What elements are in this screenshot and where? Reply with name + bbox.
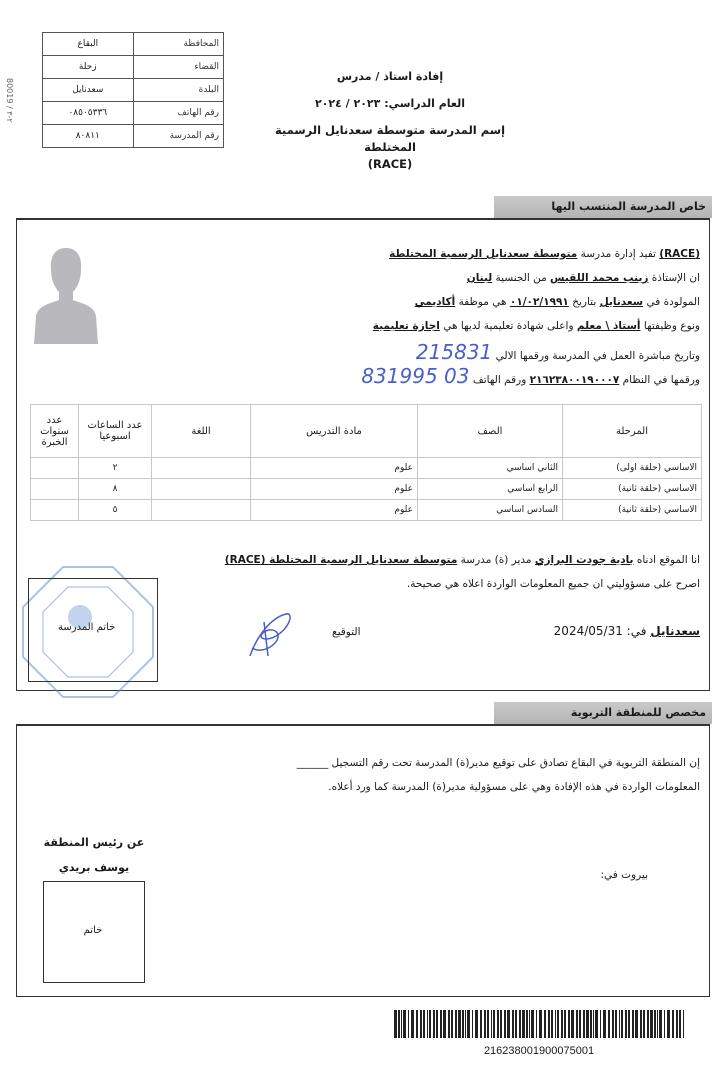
barcode-bar: [586, 1010, 589, 1038]
nationality: لبنان: [466, 272, 493, 284]
barcode-bar: [676, 1010, 678, 1038]
barcode-bar: [555, 1010, 556, 1038]
barcode-bar: [659, 1010, 662, 1038]
employment-status: أكاديمي: [414, 296, 456, 308]
table-row: [31, 479, 702, 500]
cell-experience: [31, 500, 79, 521]
barcode-bar: [628, 1010, 630, 1038]
degree: اجازة تعليمية: [372, 320, 440, 332]
job-type: أستاذ \ معلم: [576, 320, 641, 332]
barcode-bar: [612, 1010, 614, 1038]
barcode-bar: [487, 1010, 489, 1038]
info-label: البلدة: [133, 79, 223, 102]
barcode-bar: [467, 1010, 470, 1038]
region-section-title: مخصص للمنطقة التربوية: [494, 702, 712, 724]
barcode-bar: [603, 1010, 606, 1038]
info-value: زحلة: [43, 56, 134, 79]
barcode-number: 216238001900075001: [483, 1045, 595, 1057]
cell-grade: السادس اساسي: [418, 500, 563, 521]
barcode-bar: [455, 1010, 457, 1038]
barcode-bar: [621, 1010, 623, 1038]
info-row: [43, 33, 224, 56]
barcode-bar: [625, 1010, 627, 1038]
barcode-bar: [443, 1010, 446, 1038]
barcode-bar: [526, 1010, 528, 1038]
barcode-bar: [472, 1010, 473, 1038]
barcode-bar: [647, 1010, 649, 1038]
barcode-bar: [480, 1010, 482, 1038]
col-header: الصف: [418, 405, 563, 458]
barcode-bar: [491, 1010, 492, 1038]
declaration-school: متوسطة سعدنايل الرسمية المختلطة (RACE): [224, 554, 458, 566]
barcode-bar: [507, 1010, 510, 1038]
cell-grade: الثاني اساسي: [418, 458, 563, 479]
info-value: ٠٨٥٠٥٣٣٦: [43, 102, 134, 125]
info-row: [43, 125, 224, 148]
region-place-label: بيروت في:: [600, 869, 648, 881]
barcode-bar: [595, 1010, 598, 1038]
col-header: عدد سنوات الخبرة: [31, 405, 79, 458]
cell-language: [152, 479, 251, 500]
barcode-bar: [557, 1010, 559, 1038]
barcode-bar: [484, 1010, 486, 1038]
info-row: [43, 56, 224, 79]
barcode-bar: [576, 1010, 578, 1038]
info-value: ٨٠٨١١: [43, 125, 134, 148]
barcode-bar: [529, 1010, 530, 1038]
cell-subject: علوم: [251, 500, 418, 521]
barcode-bar: [551, 1010, 553, 1038]
barcode-bar: [420, 1010, 422, 1038]
barcode-bar: [657, 1010, 658, 1038]
barcode-bar: [683, 1010, 684, 1038]
cell-hours: ٥: [79, 500, 152, 521]
barcode-bar: [536, 1010, 537, 1038]
barcode-bar: [561, 1010, 563, 1038]
barcode-bar: [440, 1010, 442, 1038]
barcode-bar: [531, 1010, 534, 1038]
barcode-bar: [512, 1010, 514, 1038]
barcode-bar: [433, 1010, 435, 1038]
barcode-bar: [679, 1010, 681, 1038]
barcode-bar: [522, 1010, 525, 1038]
barcode-bar: [448, 1010, 450, 1038]
handwritten-number: 215831: [415, 340, 493, 364]
barcode-bar: [493, 1010, 495, 1038]
school-name: إسم المدرسة متوسطة سعدنايل الرسمية المختلطة: [274, 123, 506, 154]
barcode-bar: [590, 1010, 592, 1038]
barcode-bar: [401, 1010, 402, 1038]
cell-experience: [31, 479, 79, 500]
table-row: [31, 500, 702, 521]
document-header: [260, 66, 520, 173]
table-header-row: [31, 405, 702, 458]
col-header: اللغة: [152, 405, 251, 458]
barcode-bar: [583, 1010, 585, 1038]
barcode-bar: [429, 1010, 431, 1038]
barcode-bar: [411, 1010, 414, 1038]
cell-grade: الرابع اساسي: [418, 479, 563, 500]
col-header: مادة التدريس: [251, 405, 418, 458]
birth-line: المولودة في سعدنايل بتاريخ ٠١/٠٢/١٩٩١ هي موظفة أكاديمي: [414, 296, 700, 308]
barcode-bar: [667, 1010, 670, 1038]
birthdate: ٠١/٠٢/١٩٩١: [509, 296, 569, 308]
barcode-bar: [497, 1010, 499, 1038]
info-label: رقم الهاتف: [133, 102, 223, 125]
barcode-bar: [416, 1010, 418, 1038]
col-header: المرحلة: [563, 405, 702, 458]
col-header: عدد الساعات اسبوعيا: [79, 405, 152, 458]
region-responsibility-line: المعلومات الواردة في هذه الإفادة وهي على مسؤولية مدير(ة) المدرسة كما ورد أعلاه.: [328, 781, 700, 793]
barcode-bar: [515, 1010, 517, 1038]
barcode-bar: [643, 1010, 645, 1038]
barcode-bar: [568, 1010, 570, 1038]
barcode-bar: [615, 1010, 617, 1038]
date: 2024/05/31: [553, 624, 623, 638]
barcode-bar: [579, 1010, 581, 1038]
barcode-bar: [465, 1010, 466, 1038]
region-head-name: يوسف بريدي: [58, 861, 130, 874]
barcode-bar: [640, 1010, 642, 1038]
info-row: [43, 79, 224, 102]
barcode-bar: [544, 1010, 546, 1038]
barcode-bar: [423, 1010, 425, 1038]
place: سعدنايل: [650, 624, 700, 638]
system-number-line: ورقمها في النظام ٢١٦٢٣٨٠٠١٩٠٠٠٧ ورقم الهاتف 03 831995: [361, 364, 700, 388]
document-title: إفادة استاذ / مدرس: [336, 70, 444, 83]
barcode-bar: [451, 1010, 453, 1038]
school-section-title: خاص المدرسة المنتسب اليها: [494, 196, 712, 218]
barcode-bar: [654, 1010, 656, 1038]
barcode-bar: [564, 1010, 566, 1038]
table-row: [31, 458, 702, 479]
cell-language: [152, 500, 251, 521]
barcode-bar: [408, 1010, 409, 1038]
cell-experience: [31, 458, 79, 479]
place-date-line: سعدنايل في: 2024/05/31: [553, 624, 700, 638]
region-certification-line: إن المنطقة التربوية في البقاع تصادق على توقيع مدير(ة) المدرسة تحت رقم التسجيل ______: [296, 757, 700, 769]
info-value: البقاع: [43, 33, 134, 56]
barcode-bar: [394, 1010, 397, 1038]
barcode-bar: [571, 1010, 574, 1038]
barcode-bar: [548, 1010, 550, 1038]
region-head-label: عن رئيس المنطقة: [43, 836, 145, 849]
barcode-bar: [504, 1010, 506, 1038]
info-label: المحافظة: [133, 33, 223, 56]
barcode-bar: [403, 1010, 406, 1038]
info-label: رقم المدرسة: [133, 125, 223, 148]
barcode-bar: [632, 1010, 634, 1038]
barcode-bar: [519, 1010, 521, 1038]
barcode-bar: [539, 1010, 542, 1038]
info-label: القضاء: [133, 56, 223, 79]
director-declaration-line: انا الموقع ادناه بادية جودت البرازي مدير (ة) مدرسة متوسطة سعدنايل الرسمية المختلطة (RACE): [224, 554, 700, 566]
teacher-name: زينب محمد اللقيس: [550, 272, 649, 284]
signature-scribble-icon: [246, 608, 294, 660]
barcode-bar: [458, 1010, 461, 1038]
barcode-bar: [398, 1010, 400, 1038]
barcode-bar: [635, 1010, 638, 1038]
region-stamp-label: خاتم: [83, 925, 103, 936]
barcode-bar: [672, 1010, 674, 1038]
barcode-bar: [475, 1010, 478, 1038]
cell-subject: علوم: [251, 479, 418, 500]
barcode-bar: [650, 1010, 653, 1038]
cell-stage: الاساسي (حلقة ثانية): [563, 479, 702, 500]
start-date-line: وتاريخ مباشرة العمل في المدرسة ورقمها الالي 215831: [415, 340, 700, 364]
info-row: [43, 102, 224, 125]
side-reference-code: 80019 / ٢-٣: [5, 78, 14, 123]
academic-year: العام الدراسي: ٢٠٢٣ / ٢٠٢٤: [314, 97, 466, 110]
info-value: سعدنايل: [43, 79, 134, 102]
barcode-bar: [608, 1010, 610, 1038]
barcode-bar: [427, 1010, 428, 1038]
cell-stage: الاساسي (حلقة ثانية): [563, 500, 702, 521]
school-attestation-line: (RACE) تفيد إدارة مدرسة متوسطة سعدنايل الرسمية المختلطة: [389, 248, 700, 260]
barcode-bar: [664, 1010, 665, 1038]
barcode-bar: [436, 1010, 438, 1038]
person-silhouette-icon: [32, 244, 100, 344]
teacher-name-line: ان الإستاذة زينب محمد اللقيس من الجنسية لبنان: [466, 272, 700, 284]
teaching-assignments-table: [30, 404, 702, 521]
system-number: ٢١٦٢٣٨٠٠١٩٠٠٠٧: [529, 374, 620, 386]
school-stamp-label: خاتم المدرسة: [58, 622, 116, 633]
cell-hours: ٢: [79, 458, 152, 479]
barcode-bar: [462, 1010, 464, 1038]
birthplace: سعدنايل: [599, 296, 644, 308]
location-info-table: [42, 32, 224, 148]
barcode: [394, 1010, 684, 1038]
school-code: (RACE): [367, 157, 413, 171]
director-name: بادية جودت البرازي: [534, 554, 634, 566]
barcode-bar: [619, 1010, 620, 1038]
job-line: ونوع وظيفتها أستاذ \ معلم واعلى شهادة تعليمية لديها هي اجازة تعليمية: [372, 320, 700, 332]
barcode-bar: [500, 1010, 502, 1038]
barcode-bar: [593, 1010, 594, 1038]
cell-language: [152, 458, 251, 479]
signature-label: التوقيع: [332, 626, 361, 638]
handwritten-phone: 03 831995: [361, 364, 470, 388]
cell-hours: ٨: [79, 479, 152, 500]
declaration-statement: اصرح على مسؤوليتي ان جميع المعلومات الواردة اعلاه هي صحيحة.: [406, 578, 700, 590]
cell-subject: علوم: [251, 458, 418, 479]
barcode-bar: [600, 1010, 601, 1038]
cell-stage: الاساسي (حلقة اولى): [563, 458, 702, 479]
